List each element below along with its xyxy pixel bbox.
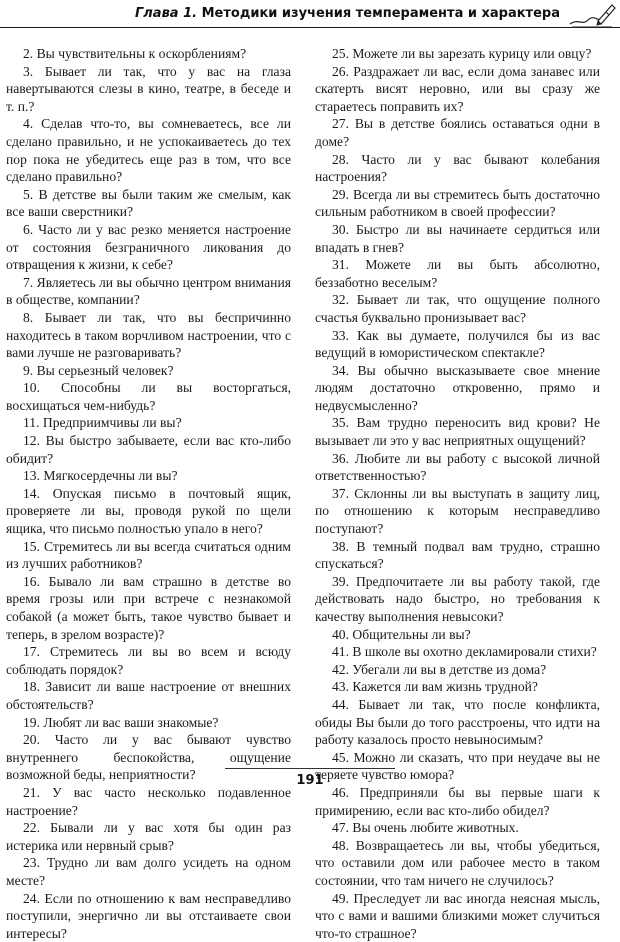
question-item: 14. Опуская письмо в почтовый ящик, проверяете ли вы, проводя рукой по щели ящика, что письмо полностью упало в него? xyxy=(6,485,291,538)
question-item: 10. Способны ли вы восторгаться, восхищаться чем-нибудь? xyxy=(6,379,291,414)
question-item: 34. Вы обычно высказываете свое мнение людям достаточно откровенно, прямо и недвусмысленно? xyxy=(315,362,600,415)
question-item: 19. Любят ли вас ваши знакомые? xyxy=(6,714,291,732)
question-item: 25. Можете ли вы зарезать курицу или овцу? xyxy=(315,45,600,63)
question-item: 40. Общительны ли вы? xyxy=(315,626,600,644)
pen-writing-icon xyxy=(568,2,616,28)
question-item: 29. Всегда ли вы стремитесь быть достаточно сильным работником в своей профессии? xyxy=(315,186,600,221)
question-item: 44. Бывает ли так, что после конфликта, обиды Вы были до того расстроены, что идти на работу казалось просто невыносимым? xyxy=(315,696,600,749)
question-item: 5. В детстве вы были таким же смелым, как все ваши сверстники? xyxy=(6,186,291,221)
question-item: 30. Быстро ли вы начинаете сердиться или впадать в гнев? xyxy=(315,221,600,256)
question-item: 4. Сделав что-то, вы сомневаетесь, все ли сделано правильно, и не успокаиваетесь до тех пор пока не убедитесь еще раз в том, что все сделано правильно? xyxy=(6,115,291,185)
question-item: 36. Любите ли вы работу с высокой личной ответственностью? xyxy=(315,450,600,485)
question-item: 17. Стремитесь ли вы во всем и всюду соблюдать порядок? xyxy=(6,643,291,678)
question-item: 35. Вам трудно переносить вид крови? Не вызывает ли это у вас неприятных ощущений? xyxy=(315,414,600,449)
question-item: 3. Бывает ли так, что у вас на глаза навертываются слезы в кино, театре, в беседе и т. п.? xyxy=(6,63,291,116)
chapter-label: Глава 1. xyxy=(135,6,197,21)
question-item: 38. В темный подвал вам трудно, страшно спускаться? xyxy=(315,538,600,573)
question-item: 18. Зависит ли ваше настроение от внешних обстоятельств? xyxy=(6,678,291,713)
question-item: 48. Возвращаетесь ли вы, чтобы убедиться, что оставили дом или рабочее место в таком состоянии, что там ничего не случилось? xyxy=(315,837,600,890)
question-item: 20. Часто ли у вас бывают чувство внутреннего беспокойства, ощущение возможной беды, неприятности? xyxy=(6,731,291,784)
question-item: 7. Являетесь ли вы обычно центром внимания в обществе, компании? xyxy=(6,274,291,309)
question-item: 9. Вы серьезный человек? xyxy=(6,362,291,380)
question-item: 13. Мягкосердечны ли вы? xyxy=(6,467,291,485)
question-item: 37. Склонны ли вы выступать в защиту лиц, по отношению к которым несправедливо поступают? xyxy=(315,485,600,538)
header-title xyxy=(135,6,560,21)
question-item: 12. Вы быстро забываете, если вас кто-либо обидит? xyxy=(6,432,291,467)
question-item: 23. Трудно ли вам долго усидеть на одном месте? xyxy=(6,854,291,889)
right-column xyxy=(315,45,600,942)
question-item: 42. Убегали ли вы в детстве из дома? xyxy=(315,661,600,679)
question-item: 6. Часто ли у вас резко меняется настроение от состояния безграничного ликования до отвращения к жизни, к себе? xyxy=(6,221,291,274)
question-item: 22. Бывали ли у вас хотя бы один раз истерика или нервный срыв? xyxy=(6,819,291,854)
question-item: 41. В школе вы охотно декламировали стихи? xyxy=(315,643,600,661)
question-item: 49. Преследует ли вас иногда неясная мысль, что с вами и вашими близкими может случиться что-то страшное? xyxy=(315,890,600,942)
question-item: 31. Можете ли вы быть абсолютно, беззаботно веселым? xyxy=(315,256,600,291)
running-header xyxy=(0,0,620,28)
page-number: 191 xyxy=(0,773,620,788)
question-item: 46. Предприняли бы вы первые шаги к примирению, если вас кто-либо обидел? xyxy=(315,784,600,819)
question-item: 27. Вы в детстве боялись оставаться одни в доме? xyxy=(315,115,600,150)
question-item: 39. Предпочитаете ли вы работу такой, где действовать надо быстро, но требования к качеству выполнения невысоки? xyxy=(315,573,600,626)
question-item: 33. Как вы думаете, получился бы из вас ведущий в юмористическом спектакле? xyxy=(315,327,600,362)
question-item: 32. Бывает ли так, что ощущение полного счастья буквально пронизывает вас? xyxy=(315,291,600,326)
question-item: 43. Кажется ли вам жизнь трудной? xyxy=(315,678,600,696)
question-item: 47. Вы очень любите животных. xyxy=(315,819,600,837)
left-column xyxy=(6,45,291,942)
question-item: 24. Если по отношению к вам несправедливо поступили, энергично ли вы отстаиваете свои интересы? xyxy=(6,890,291,942)
question-item: 21. У вас часто несколько подавленное настроение? xyxy=(6,784,291,819)
question-item: 16. Бывало ли вам страшно в детстве во время грозы или при встрече с незнакомой собакой (а может быть, такое чувство бывает и теперь, в зрелом возрасте)? xyxy=(6,573,291,643)
question-item: 11. Предприимчивы ли вы? xyxy=(6,414,291,432)
question-item: 26. Раздражает ли вас, если дома занавес или скатерть висят неровно, или вы сразу же стараетесь поправить их? xyxy=(315,63,600,116)
question-item: 28. Часто ли у вас бывают колебания настроения? xyxy=(315,151,600,186)
question-item: 45. Можно ли сказать, что при неудаче вы не теряете чувство юмора? xyxy=(315,749,600,784)
chapter-title: Методики изучения темперамента и характера xyxy=(202,6,560,21)
footer-divider xyxy=(225,768,395,769)
question-item: 15. Стремитесь ли вы всегда считаться одним из лучших работников? xyxy=(6,538,291,573)
question-item: 2. Вы чувствительны к оскорблениям? xyxy=(6,45,291,63)
question-item: 8. Бывает ли так, что вы беспричинно находитесь в таком ворчливом настроении, что с вами лучше не разговаривать? xyxy=(6,309,291,362)
